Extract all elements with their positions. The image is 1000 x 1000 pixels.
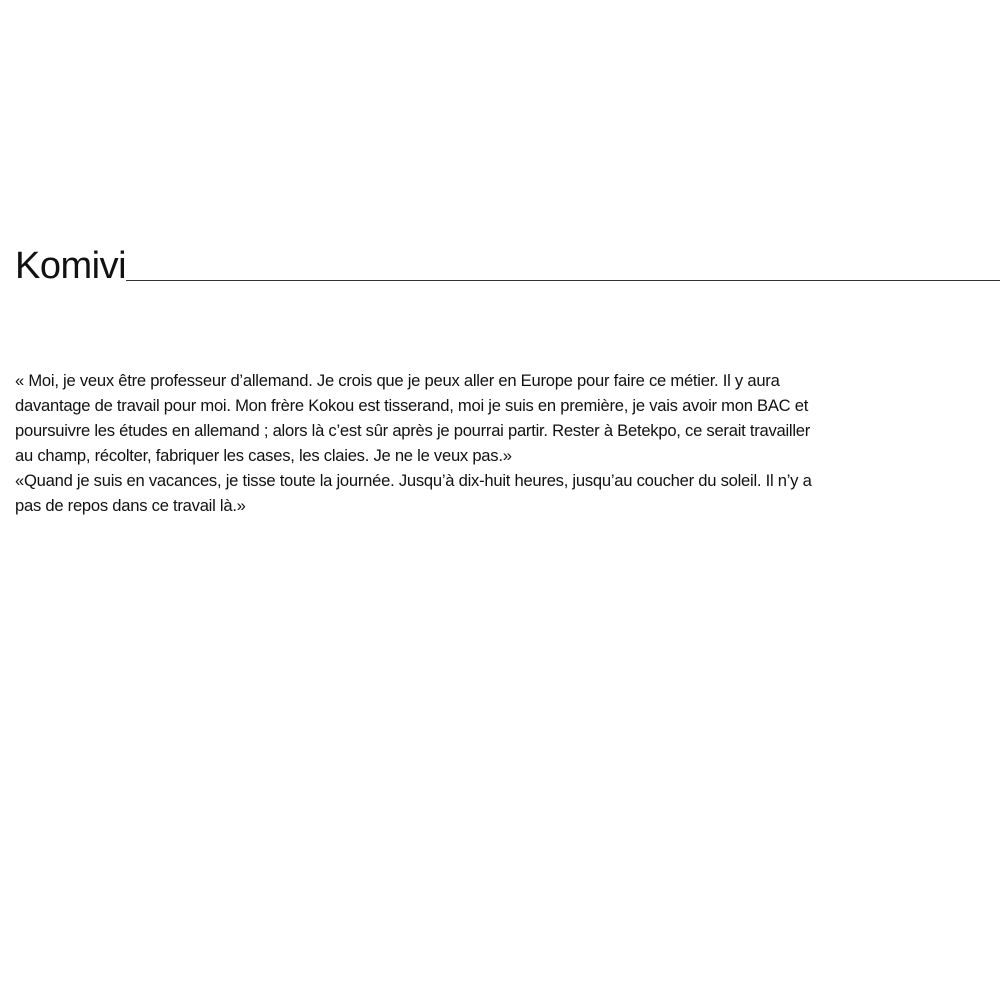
quote-line-6: pas de repos dans ce travail là.» [15, 496, 246, 515]
quote-line-3: poursuivre les études en allemand ; alors là c’est sûr après je pourrai partir. Rester à Betekpo, ce serait travailler [15, 421, 811, 440]
title-row [15, 246, 1000, 286]
quote-line-2: davantage de travail pour moi. Mon frère Kokou est tisserand, moi je suis en première, je vais avoir mon BAC et [15, 396, 809, 415]
quote-text-block [15, 368, 990, 518]
quote-line-5: «Quand je suis en vacances, je tisse toute la journée. Jusqu’à dix-huit heures, jusqu’au coucher du soleil. Il n’y a [15, 471, 812, 490]
title-underline-rule [126, 280, 1000, 281]
quote-line-1: « Moi, je veux être professeur d’allemand. Je crois que je peux aller en Europe pour faire ce métier. Il y aura [15, 371, 780, 390]
quote-line-4: au champ, récolter, fabriquer les cases, les claies. Je ne le veux pas.» [15, 446, 512, 465]
page-title: Komivi [15, 245, 127, 287]
